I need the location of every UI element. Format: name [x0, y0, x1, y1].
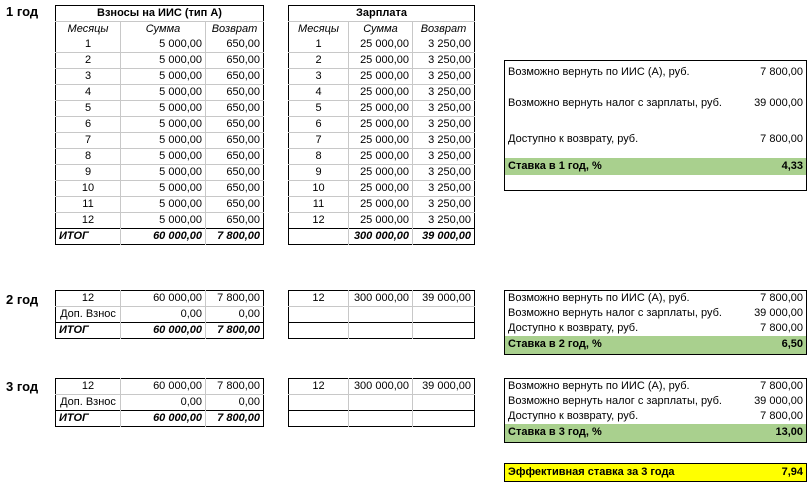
- table-row: [289, 37, 475, 53]
- sum-cell: 5 000,00: [121, 133, 206, 149]
- sum-cell: 5 000,00: [121, 149, 206, 165]
- refund-cell: 3 250,00: [413, 165, 475, 181]
- month-cell: 4: [56, 85, 121, 101]
- total-label: ИТОГ: [56, 323, 121, 339]
- column-header: Сумма: [349, 22, 413, 38]
- summary-label: Доступно к возврату, руб.: [508, 410, 639, 422]
- summary-value: 39 000,00: [754, 395, 803, 407]
- summary-value: 7 800,00: [760, 410, 803, 422]
- sum-cell: 25 000,00: [349, 101, 413, 117]
- refund-cell: 650,00: [206, 197, 264, 213]
- rate-label: Ставка в 2 год, %: [505, 336, 741, 354]
- column-header: Возврат: [206, 22, 264, 38]
- total-sum: 60 000,00: [121, 411, 206, 427]
- rate-value: 4,33: [741, 158, 807, 175]
- empty-cell: [349, 395, 413, 411]
- table-row: [289, 213, 475, 229]
- month-cell: 10: [56, 181, 121, 197]
- iis-year-2-table: [55, 290, 264, 339]
- refund-cell: 650,00: [206, 53, 264, 69]
- empty-cell: [413, 395, 475, 411]
- total-sum: 60 000,00: [121, 323, 206, 339]
- summary-year-1: [504, 60, 807, 191]
- month-cell: 12: [81, 292, 95, 304]
- sum-cell: 25 000,00: [349, 213, 413, 229]
- empty-cell: [289, 411, 349, 427]
- table-row: [289, 165, 475, 181]
- summary-value: 7 800,00: [760, 292, 803, 304]
- table-row: [56, 117, 264, 133]
- month-cell: 10: [289, 181, 349, 197]
- summary-value: 7 800,00: [760, 66, 803, 79]
- year-1-label: 1 год: [6, 4, 39, 19]
- table-row: [289, 69, 475, 85]
- table-row: [56, 85, 264, 101]
- table-row: [56, 213, 264, 229]
- refund-cell: 3 250,00: [413, 197, 475, 213]
- sum-cell: 25 000,00: [349, 197, 413, 213]
- total-sum: 60 000,00: [121, 229, 206, 245]
- refund-cell: 650,00: [206, 117, 264, 133]
- table-row: [56, 53, 264, 69]
- month-cell: 7: [56, 133, 121, 149]
- month-cell: 7: [289, 133, 349, 149]
- empty-cell: [349, 411, 413, 427]
- table-row: [289, 133, 475, 149]
- column-header: Месяцы: [289, 22, 349, 38]
- sum-cell: 300 000,00: [349, 379, 413, 395]
- table-row: [289, 117, 475, 133]
- table-row: [289, 101, 475, 117]
- iis-table-title: Взносы на ИИС (тип А): [97, 7, 222, 19]
- refund-cell: 3 250,00: [413, 213, 475, 229]
- column-header: Сумма: [121, 22, 206, 38]
- refund-cell: 3 250,00: [413, 149, 475, 165]
- sum-cell: 25 000,00: [349, 181, 413, 197]
- table-row: [289, 197, 475, 213]
- sum-cell: 5 000,00: [121, 69, 206, 85]
- refund-cell: 0,00: [206, 395, 264, 411]
- summary-year-3: [504, 378, 807, 443]
- sum-cell: 25 000,00: [349, 117, 413, 133]
- summary-label: Возможно вернуть налог с зарплаты, руб.: [508, 395, 722, 407]
- month-cell: 9: [56, 165, 121, 181]
- month-cell: 12: [81, 380, 95, 392]
- summary-label: Возможно вернуть по ИИС (А), руб.: [508, 380, 690, 392]
- rate-label: Ставка в 3 год, %: [505, 424, 741, 442]
- refund-cell: 3 250,00: [413, 133, 475, 149]
- total-label: [289, 229, 349, 245]
- rate-value: 6,50: [741, 336, 807, 354]
- month-cell: 5: [289, 101, 349, 117]
- empty-cell: [349, 307, 413, 323]
- summary-year-2: [504, 290, 807, 355]
- salary-year-2-table: [288, 290, 475, 339]
- refund-cell: 650,00: [206, 165, 264, 181]
- month-cell: 8: [56, 149, 121, 165]
- month-cell: Доп. Взнос: [56, 307, 121, 323]
- summary-value: 39 000,00: [754, 307, 803, 319]
- salary-table-title: Зарплата: [356, 7, 407, 19]
- total-label: ИТОГ: [56, 229, 121, 245]
- refund-cell: 7 800,00: [206, 379, 264, 395]
- sum-cell: 5 000,00: [121, 197, 206, 213]
- month-cell: 12: [312, 380, 325, 392]
- year-2-label: 2 год: [6, 292, 39, 307]
- refund-cell: 650,00: [206, 149, 264, 165]
- month-cell: 3: [56, 69, 121, 85]
- empty-cell: [413, 411, 475, 427]
- summary-value: 7 800,00: [760, 380, 803, 392]
- summary-label: Возможно вернуть по ИИС (А), руб.: [508, 66, 690, 79]
- empty-cell: [413, 323, 475, 339]
- table-row: [56, 197, 264, 213]
- sum-cell: 25 000,00: [349, 133, 413, 149]
- table-row: [289, 85, 475, 101]
- sum-cell: 60 000,00: [121, 379, 206, 395]
- table-row: [56, 133, 264, 149]
- refund-cell: 3 250,00: [413, 37, 475, 53]
- sum-cell: 0,00: [121, 395, 206, 411]
- rate-value: 13,00: [741, 424, 807, 442]
- summary-label: Возможно вернуть налог с зарплаты, руб.: [508, 307, 722, 319]
- salary-year-3-table: [288, 378, 475, 427]
- empty-cell: [413, 307, 475, 323]
- summary-value: 7 800,00: [760, 322, 803, 334]
- total-label: ИТОГ: [56, 411, 121, 427]
- sum-cell: 5 000,00: [121, 85, 206, 101]
- sum-cell: 25 000,00: [349, 85, 413, 101]
- refund-cell: 3 250,00: [413, 181, 475, 197]
- sum-cell: 0,00: [121, 307, 206, 323]
- sum-cell: 25 000,00: [349, 53, 413, 69]
- summary-value: 39 000,00: [754, 96, 803, 109]
- sum-cell: 25 000,00: [349, 165, 413, 181]
- total-sum: 300 000,00: [349, 229, 413, 245]
- sum-cell: 5 000,00: [121, 117, 206, 133]
- empty-cell: [349, 323, 413, 339]
- month-cell: 4: [289, 85, 349, 101]
- table-row: [56, 165, 264, 181]
- month-cell: 12: [312, 292, 325, 304]
- table-row: [289, 53, 475, 69]
- refund-cell: 650,00: [206, 69, 264, 85]
- refund-cell: 3 250,00: [413, 53, 475, 69]
- refund-cell: 0,00: [206, 307, 264, 323]
- effective-rate-value: 7,94: [741, 464, 807, 482]
- refund-cell: 650,00: [206, 213, 264, 229]
- sum-cell: 60 000,00: [121, 291, 206, 307]
- refund-cell: 650,00: [206, 85, 264, 101]
- column-header: Возврат: [413, 22, 475, 38]
- refund-cell: 650,00: [206, 101, 264, 117]
- table-row: [56, 149, 264, 165]
- sum-cell: 5 000,00: [121, 37, 206, 53]
- summary-label: Возможно вернуть по ИИС (А), руб.: [508, 292, 690, 304]
- month-cell: 6: [56, 117, 121, 133]
- iis-year-3-table: [55, 378, 264, 427]
- total-refund: 39 000,00: [413, 229, 475, 245]
- empty-cell: [289, 395, 349, 411]
- rate-label: Ставка в 1 год, %: [505, 158, 741, 175]
- effective-rate-label: Эффективная ставка за 3 года: [505, 464, 741, 482]
- month-cell: 2: [56, 53, 121, 69]
- month-cell: 12: [289, 213, 349, 229]
- year-3-label: 3 год: [6, 379, 39, 394]
- table-row: [56, 101, 264, 117]
- summary-label: Доступно к возврату, руб.: [508, 322, 639, 334]
- refund-cell: 7 800,00: [206, 291, 264, 307]
- refund-cell: 39 000,00: [413, 291, 475, 307]
- effective-rate-box: [504, 463, 807, 482]
- sum-cell: 25 000,00: [349, 37, 413, 53]
- month-cell: 2: [289, 53, 349, 69]
- sum-cell: 300 000,00: [349, 291, 413, 307]
- refund-cell: 3 250,00: [413, 69, 475, 85]
- table-row: [56, 69, 264, 85]
- sum-cell: 5 000,00: [121, 101, 206, 117]
- empty-cell: [289, 323, 349, 339]
- table-row: [289, 181, 475, 197]
- sum-cell: 5 000,00: [121, 165, 206, 181]
- total-refund: 7 800,00: [206, 323, 264, 339]
- salary-table: [288, 5, 475, 245]
- refund-cell: 650,00: [206, 181, 264, 197]
- empty-cell: [289, 307, 349, 323]
- summary-label: Возможно вернуть налог с зарплаты, руб.: [508, 96, 722, 109]
- total-refund: 7 800,00: [206, 229, 264, 245]
- refund-cell: 39 000,00: [413, 379, 475, 395]
- month-cell: 5: [56, 101, 121, 117]
- total-refund: 7 800,00: [206, 411, 264, 427]
- column-header: Месяцы: [56, 22, 121, 38]
- table-row: [289, 149, 475, 165]
- month-cell: 3: [289, 69, 349, 85]
- sum-cell: 25 000,00: [349, 69, 413, 85]
- sum-cell: 5 000,00: [121, 213, 206, 229]
- month-cell: 8: [289, 149, 349, 165]
- month-cell: 11: [56, 197, 121, 213]
- table-row: [56, 37, 264, 53]
- sum-cell: 25 000,00: [349, 149, 413, 165]
- refund-cell: 3 250,00: [413, 117, 475, 133]
- iis-contributions-table: [55, 5, 264, 245]
- month-cell: 11: [289, 197, 349, 213]
- month-cell: 12: [56, 213, 121, 229]
- month-cell: Доп. Взнос: [56, 395, 121, 411]
- month-cell: 1: [315, 38, 322, 50]
- refund-cell: 650,00: [206, 133, 264, 149]
- table-row: [56, 181, 264, 197]
- sum-cell: 5 000,00: [121, 181, 206, 197]
- sum-cell: 5 000,00: [121, 53, 206, 69]
- refund-cell: 3 250,00: [413, 85, 475, 101]
- refund-cell: 650,00: [206, 37, 264, 53]
- month-cell: 9: [289, 165, 349, 181]
- summary-value: 7 800,00: [760, 133, 803, 145]
- month-cell: 6: [289, 117, 349, 133]
- summary-label: Доступно к возврату, руб.: [508, 133, 639, 145]
- refund-cell: 3 250,00: [413, 101, 475, 117]
- month-cell: 1: [84, 38, 92, 50]
